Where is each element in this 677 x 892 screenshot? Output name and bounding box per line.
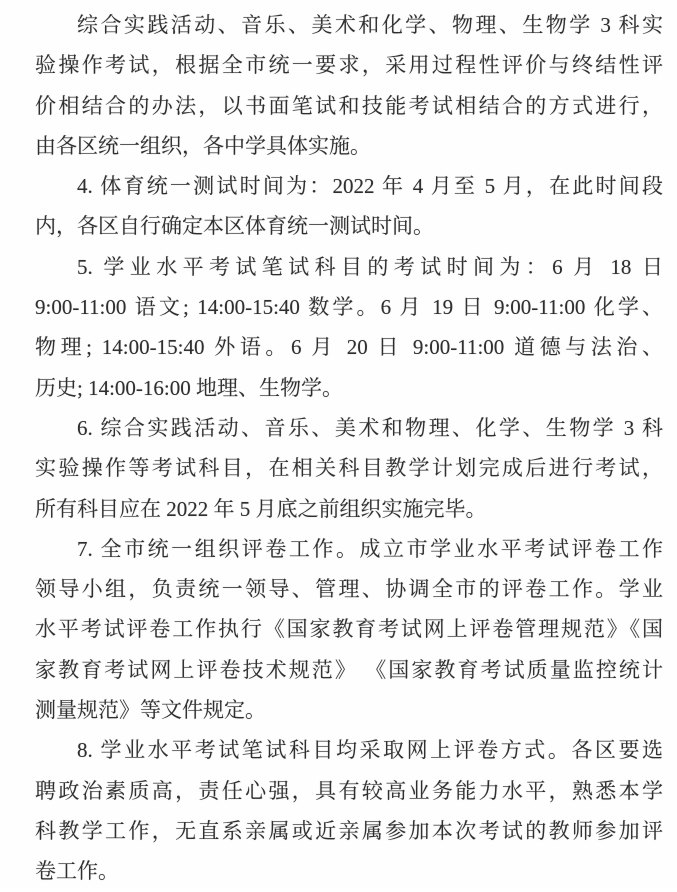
text-line: 价相结合的办法，以书面笔试和技能考试相结合的方式进行， (35, 93, 663, 118)
text-line: 9:00-11:00 语文; 14:00-15:40 数学。6 月 19 日 9:00-11:00 化学、 (35, 295, 663, 320)
text-line: 由各区统一组织，各中学具体实施。 (35, 133, 371, 158)
text-line: 6. 综合实践活动、音乐、美术和物理、化学、生物学 3 科 (77, 415, 663, 440)
paragraph-item-5-written-exam-schedule (35, 247, 663, 408)
document-text (35, 5, 663, 892)
text-line: 验操作考试，根据全市统一要求，采用过程性评价与终结性评 (35, 53, 663, 78)
text-line: 领导小组，负责统一领导、管理、协调全市的评卷工作。学业 (35, 577, 663, 602)
text-line: 内，各区自行确定本区体育统一测试时间。 (35, 214, 434, 239)
text-line: 所有科目应在 2022 年 5 月底之前组织实施完毕。 (35, 496, 487, 521)
text-line: 实验操作等考试科目，在相关科目教学计划完成后进行考试， (35, 456, 663, 481)
text-line: 4. 体育统一测试时间为：2022 年 4 月至 5 月，在此时间段 (77, 174, 663, 199)
text-line: 卷工作。 (35, 859, 119, 884)
text-line: 8. 学业水平考试笔试科目均采取网上评卷方式。各区要选 (77, 738, 663, 763)
text-line: 家教育考试网上评卷技术规范》 《国家教育考试质量监控统计 (35, 657, 663, 682)
text-line: 科教学工作，无直系亲属或近亲属参加本次考试的教师参加评 (35, 818, 663, 843)
text-line: 历史; 14:00-16:00 地理、生物学。 (35, 375, 343, 400)
text-line: 5. 学业水平考试笔试科目的考试时间为：6 月 18 日 (77, 254, 663, 279)
text-line: 水平考试评卷工作执行《国家教育考试网上评卷管理规范》《国 (35, 617, 663, 642)
paragraph-item-4-pe-test (35, 166, 663, 247)
text-line: 聘政治素质高，责任心强，具有较高业务能力水平，熟悉本学 (35, 778, 663, 803)
paragraph-exam-method (35, 5, 663, 166)
text-line: 测量规范》等文件规定。 (35, 698, 266, 723)
paragraph-item-7-grading-organization (35, 529, 663, 730)
text-line: 7. 全市统一组织评卷工作。成立市学业水平考试评卷工作 (77, 536, 663, 561)
paragraph-item-6-practical-exams (35, 408, 663, 529)
text-line: 物理; 14:00-15:40 外语。6 月 20 日 9:00-11:00 道德与法治、 (35, 335, 663, 360)
text-line: 综合实践活动、音乐、美术和化学、物理、生物学 3 科实 (77, 13, 663, 37)
paragraph-item-8-online-grading (35, 730, 663, 891)
